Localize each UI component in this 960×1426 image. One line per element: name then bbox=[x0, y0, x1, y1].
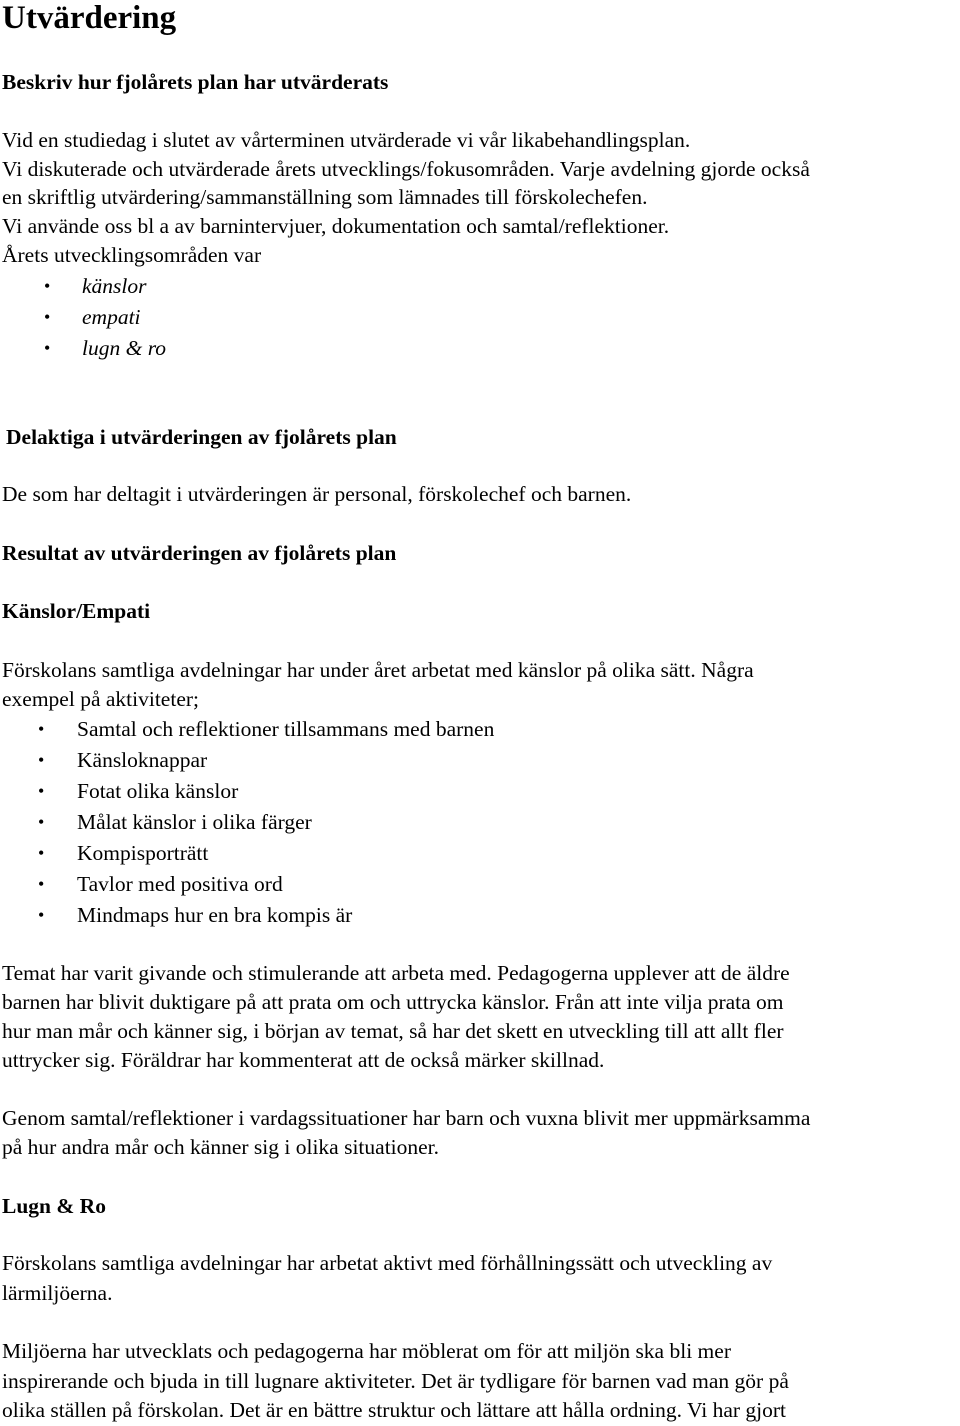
paragraph-line: Vi diskuterade och utvärderade årets utvecklings/fokusområden. Varje avdelning gjorde också bbox=[2, 157, 810, 181]
paragraph-line: exempel på aktiviteter; bbox=[2, 687, 199, 711]
subheading-feelings-empathy: Känslor/Empati bbox=[2, 599, 151, 623]
paragraph-line: Genom samtal/reflektioner i vardagssituationer har barn och vuxna blivit mer uppmärksamma bbox=[2, 1106, 811, 1130]
paragraph-line: Årets utvecklingsområden var bbox=[2, 243, 262, 267]
bullet-icon: • bbox=[38, 905, 45, 925]
subheading-calm-quiet: Lugn & Ro bbox=[2, 1194, 106, 1218]
paragraph-line: olika ställen på förskolan. Det är en bättre struktur och lättare att hålla ordning. Vi har gjort bbox=[2, 1398, 787, 1422]
paragraph-line: på hur andra mår och känner sig i olika situationer. bbox=[2, 1135, 440, 1159]
activity-item: Tavlor med positiva ord bbox=[77, 872, 283, 896]
activity-item: Kompisporträtt bbox=[77, 841, 209, 865]
activity-item: Samtal och reflektioner tillsammans med barnen bbox=[77, 717, 495, 741]
paragraph-line: Vid en studiedag i slutet av vårterminen utvärderade vi vår likabehandlingsplan. bbox=[2, 128, 691, 152]
section-heading-participants: Delaktiga i utvärderingen av fjolårets plan bbox=[6, 425, 397, 449]
development-area-item: lugn & ro bbox=[82, 336, 167, 360]
paragraph-line: De som har deltagit i utvärderingen är personal, förskolechef och barnen. bbox=[2, 482, 632, 506]
activity-item: Mindmaps hur en bra kompis är bbox=[77, 903, 353, 927]
page-title: Utvärdering bbox=[2, 0, 177, 36]
section-heading-evaluation-method: Beskriv hur fjolårets plan har utvärderats bbox=[2, 70, 389, 94]
activity-item: Fotat olika känslor bbox=[77, 779, 239, 803]
bullet-icon: • bbox=[38, 812, 45, 832]
activity-item: Känsloknappar bbox=[77, 748, 208, 772]
development-area-item: empati bbox=[82, 305, 141, 329]
paragraph-line: Temat har varit givande och stimulerande att arbeta med. Pedagogerna upplever att de äldre bbox=[2, 961, 790, 985]
bullet-icon: • bbox=[38, 874, 45, 894]
paragraph-line: Förskolans samtliga avdelningar har arbetat aktivt med förhållningssätt och utveckling av bbox=[2, 1251, 773, 1275]
development-area-item: känslor bbox=[82, 274, 147, 298]
bullet-icon: • bbox=[44, 338, 51, 358]
paragraph-line: Vi använde oss bl a av barnintervjuer, dokumentation och samtal/reflektioner. bbox=[2, 214, 670, 238]
paragraph-line: Förskolans samtliga avdelningar har under året arbetat med känslor på olika sätt. Några bbox=[2, 658, 754, 682]
paragraph-line: hur man mår och känner sig, i början av temat, så har det skett en utveckling till att allt fler bbox=[2, 1019, 784, 1043]
activity-item: Målat känslor i olika färger bbox=[77, 810, 312, 834]
paragraph-line: en skriftlig utvärdering/sammanställning som lämnades till förskolechefen. bbox=[2, 185, 648, 209]
paragraph-line: lärmiljöerna. bbox=[2, 1281, 113, 1305]
paragraph-line: Miljöerna har utvecklats och pedagogerna har möblerat om för att miljön ska bli mer bbox=[2, 1339, 731, 1363]
section-heading-results: Resultat av utvärderingen av fjolårets plan bbox=[2, 541, 397, 565]
bullet-icon: • bbox=[44, 307, 51, 327]
paragraph-line: barnen har blivit duktigare på att prata om och uttrycka känslor. Från att inte vilja prata om bbox=[2, 990, 784, 1014]
bullet-icon: • bbox=[44, 276, 51, 296]
paragraph-line: inspirerande och bjuda in till lugnare aktiviteter. Det är tydligare för barnen vad man gör på bbox=[2, 1369, 789, 1393]
bullet-icon: • bbox=[38, 843, 45, 863]
bullet-icon: • bbox=[38, 750, 45, 770]
bullet-icon: • bbox=[38, 781, 45, 801]
bullet-icon: • bbox=[38, 719, 45, 739]
paragraph-line: uttrycker sig. Föräldrar har kommenterat att de också märker skillnad. bbox=[2, 1048, 605, 1072]
